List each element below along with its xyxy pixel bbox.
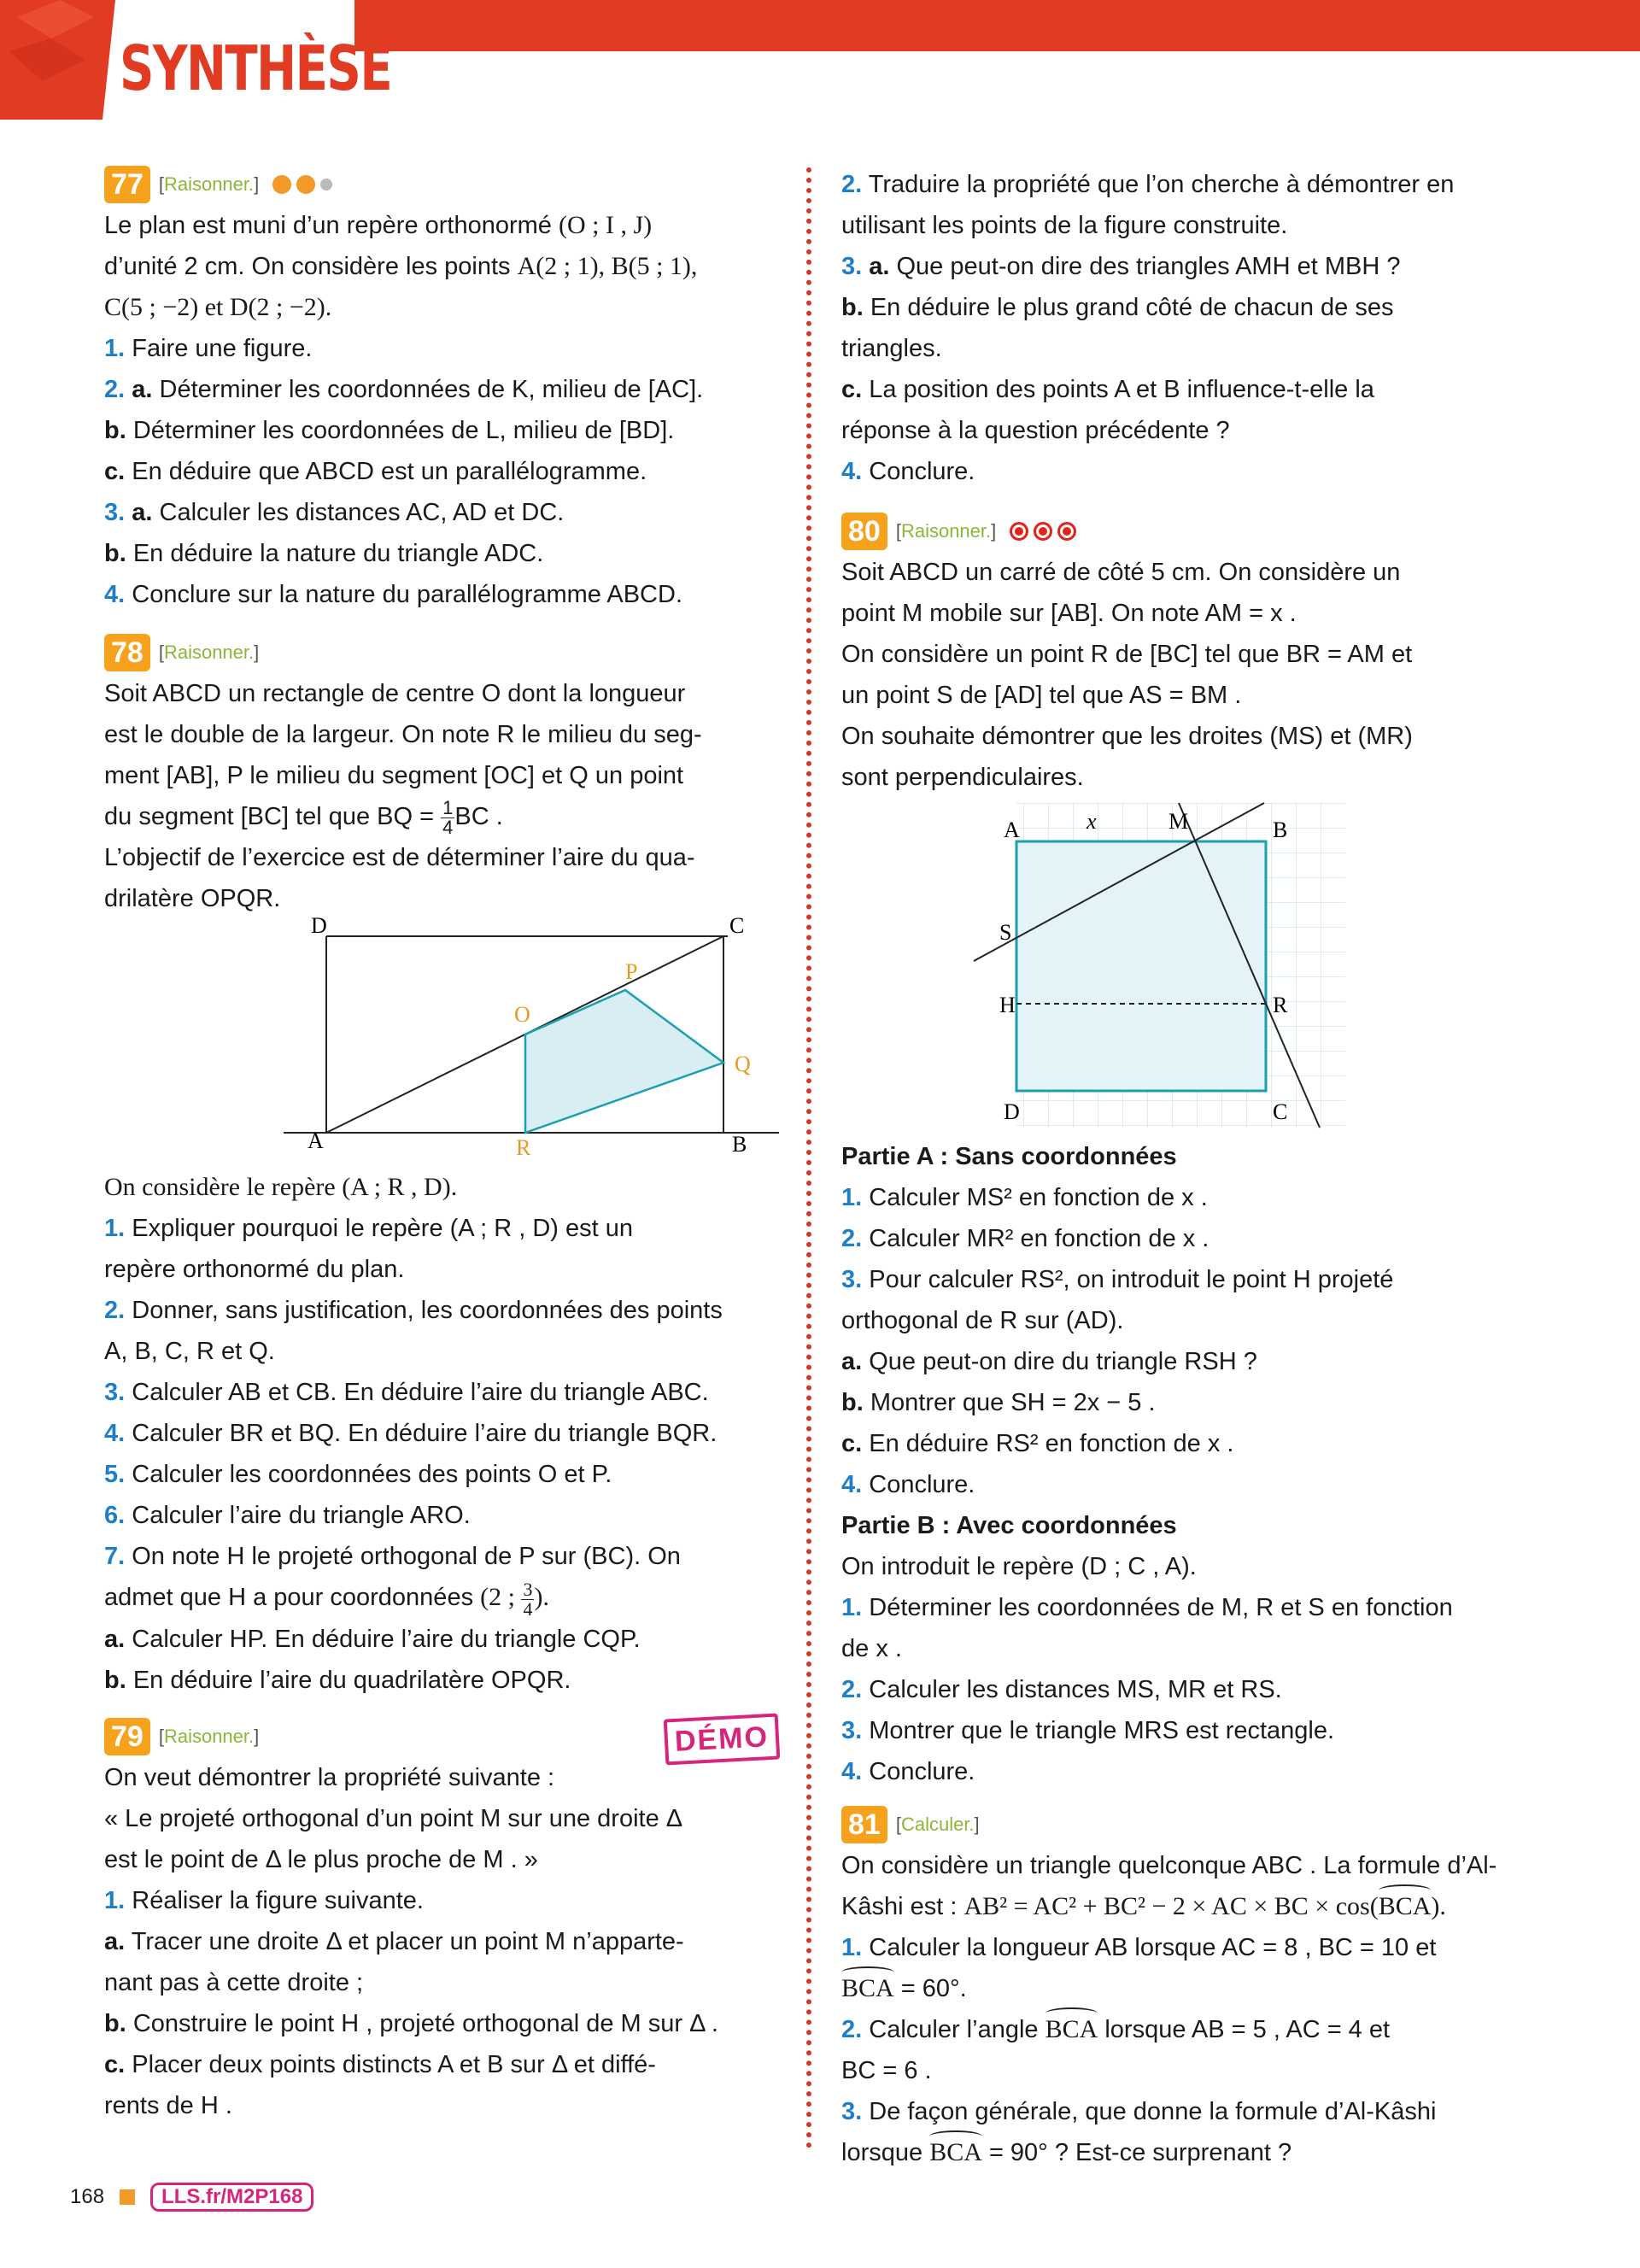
skill-tag: [Raisonner.] bbox=[158, 1725, 260, 1747]
rectangle-figure bbox=[198, 913, 751, 1167]
right-column: 2. Traduire la propriété que l’on cherche à démontrer en utilisant les points de la figure construite. 3. a. Que peut-on dire des triangles AMH et MBH ? b. En déduire le plus grand côté de chacun de ses triangles. c. La position des points A et B influence-t-elle la réponse à la question précédente ? 4. Conclure. 80 [Raisonner.] Soit ABCD un carré de côté 5 cm. On considère un point M mobile sur [AB]. On note AM = x . On considère un point R de [BC] tel que BR = AM et un point S de [AD] tel que AS = BM . On souhaite démontrer que les droites (MS) et (MR) sont perpendiculaires. A B D C M R S H x Partie A : Sans coordonnées 1. Calculer MS² en fonction de x . 2. Calculer MR² en fonction de x . 3. Pour calculer RS², on introduit le point H projeté orthogonal de R sur (AD). a. Que peut-on dire du triangle RSH ? b. Montrer que SH = 2x − 5 . c. En déduire RS² en fonction de x . 4. Conclure. Partie B : Avec coordonnées On introduit le repère (D ; C , A). 1. Déterminer les coordonnées de M, R et S en fonction de x . 2. Calculer les distances MS, MR et RS. 3. Montrer que le triangle MRS est rectangle. 4. Conclure. 81 [Calculer.] On considère un triangle quelconque ABC . La formule d’Al- Kâshi est : AB² = AC² + BC² − 2 × AC × BC × cos(BCA). 1. Calculer la longueur AB lorsque AC = 8 , BC = 10 et BCA = 60°. 2. Calculer l’angle BCA lorsque AB = 5 , AC = 4 et BC = 6 . 3. De façon générale, que donne la formule d’Al-Kâshi lorsque BCA = 90° ? Est-ce surprenant ? bbox=[841, 164, 1516, 2173]
exercise-number: 77 bbox=[104, 166, 150, 203]
label-D: D bbox=[1004, 1099, 1020, 1124]
question: 3. a. Calculer les distances AC, AD et DC. bbox=[104, 499, 565, 526]
exercise-77-header bbox=[104, 164, 779, 205]
skill-tag: [Calculer.] bbox=[895, 1814, 980, 1835]
exercise-number: 78 bbox=[104, 634, 150, 671]
page-number: 168 bbox=[70, 2185, 105, 2208]
question: 4. Conclure sur la nature du parallélogramme ABCD. bbox=[104, 581, 683, 608]
label-R: R bbox=[1273, 993, 1288, 1017]
part-b-title: Partie B : Avec coordonnées bbox=[841, 1512, 1177, 1539]
question: 2. a. Déterminer les coordonnées de K, milieu de [AC]. bbox=[104, 376, 704, 403]
exercise-79-header bbox=[104, 1716, 779, 1757]
label-C: C bbox=[729, 913, 745, 938]
label-R: R bbox=[516, 1135, 531, 1160]
label-A: A bbox=[1004, 818, 1020, 842]
page-footer bbox=[70, 2183, 313, 2212]
label-B: B bbox=[1273, 818, 1288, 842]
footer-square-icon bbox=[120, 2189, 135, 2205]
question: 1. Faire une figure. bbox=[104, 335, 313, 362]
square-figure bbox=[974, 803, 1367, 1136]
label-A: A bbox=[308, 1128, 324, 1153]
part-a-title: Partie A : Sans coordonnées bbox=[841, 1143, 1177, 1170]
resource-link[interactable]: LLS.fr/M2P168 bbox=[150, 2183, 313, 2212]
exercise-number: 79 bbox=[104, 1718, 150, 1755]
label-C: C bbox=[1273, 1099, 1288, 1124]
column-divider bbox=[806, 167, 811, 2149]
header-bar bbox=[354, 0, 1640, 51]
label-O: O bbox=[514, 1002, 530, 1027]
left-column: 77 [Raisonner.] Le plan est muni d’un repère orthonormé (O ; I , J) d’unité 2 cm. On considère les points A(2 ; 1), B(5 ; 1), C(5 ; −2) et D(2 ; −2). 1. Faire une figure. 2. a. Déterminer les coordonnées de K, milieu de [AC]. b. Déterminer les coordonnées de L, milieu de [BD]. c. En déduire que ABCD est un parallélogramme. 3. a. Calculer les distances AC, AD et DC. b. En déduire la nature du triangle ADC. 4. Conclure sur la nature du parallélogramme ABCD. 78 [Raisonner.] Soit ABCD un rectangle de centre O dont la longueur est le double de la largeur. On note R le milieu du seg- ment [AB], P le milieu du segment [OC] et Q un point du segment [BC] tel que BQ = $\frac{1}{4}$ BC . L’objectif de l’exercice est de déterminer l’aire du qua- drilatère OPQR. D C A B O P Q R On considère le repère (A ; R , D). 1. Expliquer pourquoi le repère (A ; R , D) est un repère orthonormé du plan. 2. Donner, sans justification, les coordonnées des points A, B, C, R et Q. 3. Calculer AB et CB. En déduire l’aire du triangle ABC. 4. Calculer BR et BQ. En déduire l’aire du triangle BQR. 5. Calculer les coordonnées des points O et P. 6. Calculer l’aire du triangle ARO. 7. On note H le projeté orthogonal de P sur (BC). On admet que H a pour coordonnées (2 ; $\frac{3}{4}$ ). a. Calculer HP. En déduire l’aire du triangle CQP. b. En déduire l’aire du quadrilatère OPQR. 79 [Raisonner.] DÉMO On veut démontrer la propriété suivante : « Le projeté orthogonal d’un point M sur une droite Δ est le point de Δ le plus proche de M . » 1. Réaliser la figure suivante. a. Tracer une droite Δ et placer un point M n’apparte- nant pas à cette droite ; b. Construire le point H , projeté orthogonal de M sur Δ . c. Placer deux points distincts A et B sur Δ et diffé- rents de H . bbox=[104, 164, 779, 2126]
exercise-number: 80 bbox=[841, 513, 887, 550]
exercise-78-header bbox=[104, 632, 779, 673]
difficulty-indicator bbox=[1010, 522, 1076, 541]
label-D: D bbox=[311, 913, 327, 938]
demo-badge: DÉMO bbox=[664, 1713, 781, 1765]
label-x: x bbox=[1086, 809, 1097, 834]
skill-tag: [Raisonner.] bbox=[158, 173, 260, 195]
question: b. Déterminer les coordonnées de L, milieu de [BD]. bbox=[104, 417, 675, 444]
label-M: M bbox=[1168, 809, 1189, 834]
label-S: S bbox=[999, 920, 1012, 945]
page-title: SYNTHÈSE bbox=[120, 32, 392, 104]
skill-tag: [Raisonner.] bbox=[158, 642, 260, 663]
difficulty-indicator bbox=[272, 175, 332, 194]
label-Q: Q bbox=[735, 1052, 751, 1076]
question: c. En déduire que ABCD est un parallélogramme. bbox=[104, 458, 647, 485]
label-P: P bbox=[625, 959, 638, 984]
exercise-81-header bbox=[841, 1804, 1516, 1845]
exercise-80-header bbox=[841, 511, 1516, 552]
question: b. En déduire la nature du triangle ADC. bbox=[104, 540, 544, 567]
label-B: B bbox=[732, 1132, 747, 1157]
label-H: H bbox=[999, 993, 1016, 1017]
skill-tag: [Raisonner.] bbox=[895, 520, 997, 542]
exercise-number: 81 bbox=[841, 1806, 887, 1843]
header-corner-decoration bbox=[0, 0, 115, 120]
